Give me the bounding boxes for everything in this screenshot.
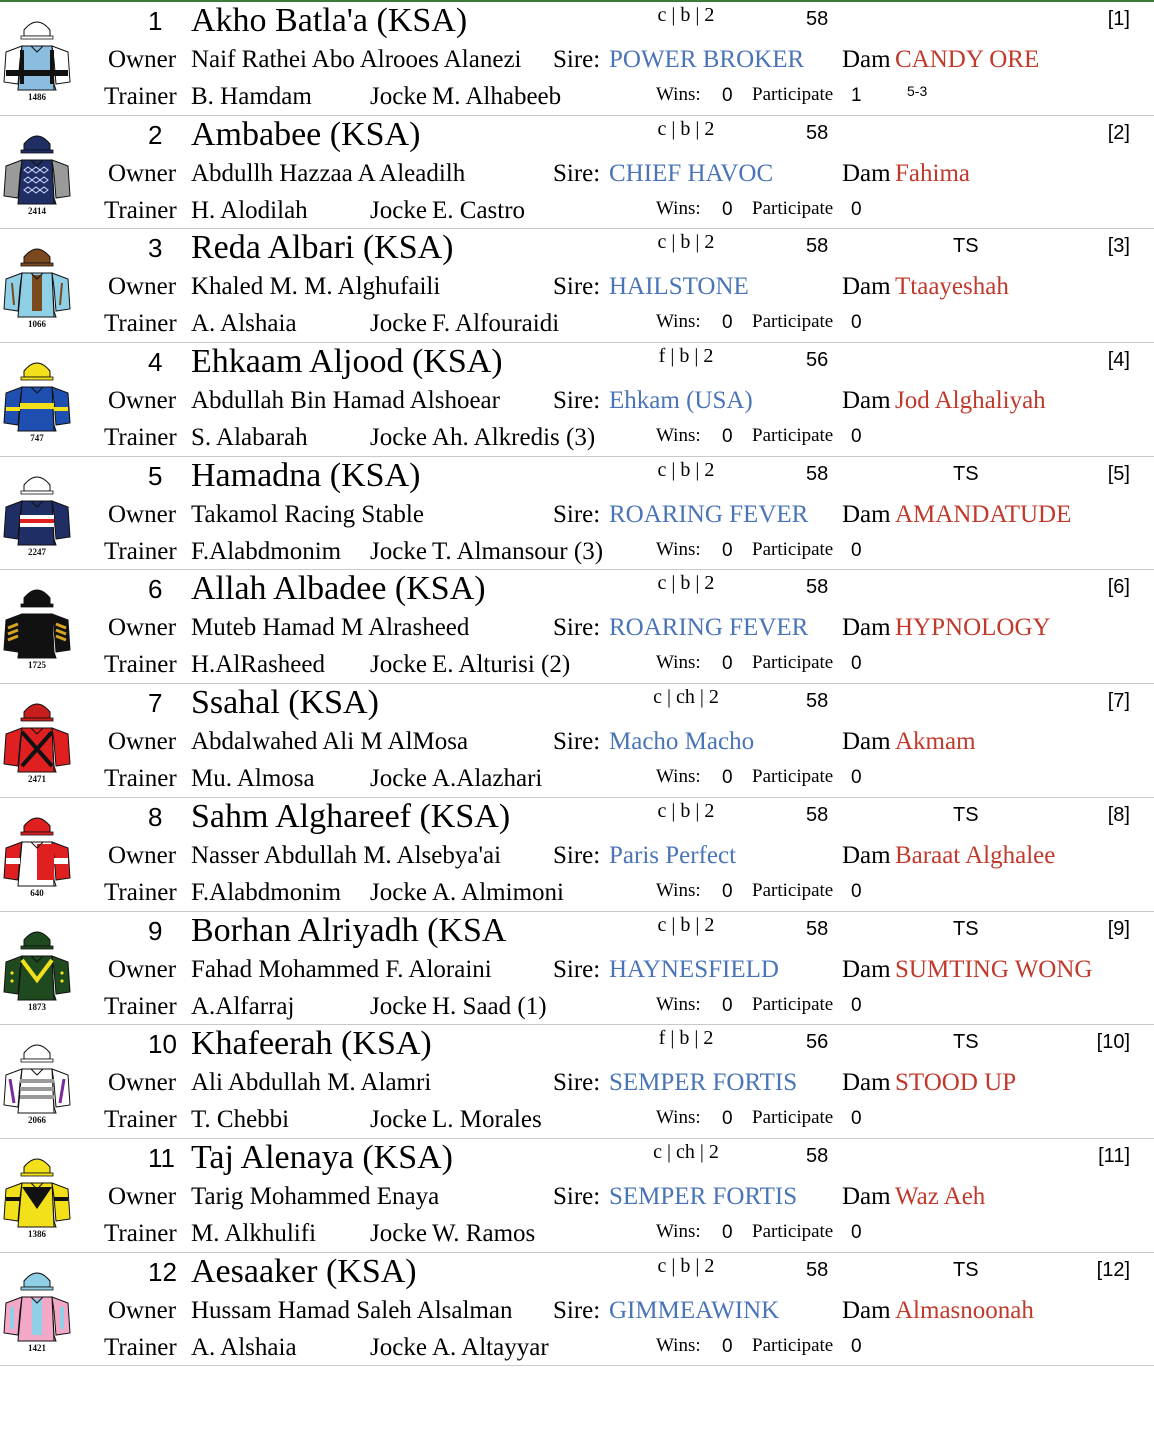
ts-marker: TS [953,462,979,485]
dam-label: Dam [842,1296,891,1324]
wins-label: Wins: [656,197,701,219]
trainer-label: Trainer [104,992,177,1020]
dam-name: SUMTING WONG [895,955,1093,983]
owner-name: Naif Rathei Abo Alrooes Alanezi [191,46,522,73]
runner-row [0,1025,1154,1139]
owner-name: Muteb Hamad M Alrasheed [191,614,470,642]
horse-name: Akho Batla'a (KSA) [191,2,468,39]
participate-count: 0 [851,1108,862,1130]
owner-name: Khaled M. M. Alghufaili [191,273,441,301]
draw-number: [6] [1107,576,1130,599]
jockey-silk-icon [2,922,72,1014]
owner-label: Owner [108,273,177,301]
participate-count: 1 [851,85,862,106]
draw-number: [8] [1107,803,1130,826]
ts-marker: TS [953,1258,979,1281]
horse-name: Taj Alenaya (KSA) [191,1138,453,1176]
jockey-label: Jocke [370,196,427,224]
wins-label: Wins: [656,538,701,560]
ts-marker: TS [953,1031,979,1054]
saddle-number: 10 [148,1029,177,1060]
jockey-label: Jocke [370,83,427,110]
jockey-silk-icon [2,808,72,900]
sire-label: Sire: [553,1182,601,1210]
saddle-number: 3 [148,233,163,264]
jockey-name: H. Saad (1) [432,992,547,1020]
owner-name: Nasser Abdullah M. Alsebya'ai [191,841,502,869]
sire-name: HAYNESFIELD [609,955,779,983]
sire-label: Sire: [553,728,601,756]
sex-color-age: c | b | 2 [657,1254,715,1277]
owner-name: Abdalwahed Ali M AlMosa [191,728,469,756]
svg-text:1421: 1421 [28,1342,46,1353]
runner-row [0,1139,1154,1253]
sire-name: CHIEF HAVOC [609,159,774,187]
participate-count: 0 [851,767,862,789]
runner-row [0,570,1154,684]
owner-label: Owner [108,728,177,756]
trainer-name: M. Alkhulifi [191,1219,317,1247]
trainer-label: Trainer [104,196,177,224]
participate-label: Participate [752,197,834,219]
horse-name: Aesaaker (KSA) [191,1252,417,1290]
participate-label: Participate [752,425,834,447]
sire-name: GIMMEAWINK [609,1296,780,1324]
svg-text:2414: 2414 [28,205,46,216]
wins-count: 0 [722,198,733,220]
sex-color-age: c | b | 2 [657,799,715,822]
trainer-name: F.Alabdmonim [191,537,342,565]
dam-label: Dam [842,159,891,187]
weight: 58 [806,121,829,144]
runner-row [0,229,1154,343]
participate-label: Participate [752,1334,834,1356]
weight: 56 [806,1031,829,1054]
sex-color-age: c | ch | 2 [653,1140,719,1163]
participate-label: Participate [752,311,834,333]
dam-name: Jod Alghaliyah [895,387,1046,415]
runner-row [0,2,1154,116]
jockey-name: A. Almimoni [432,878,564,906]
sire-name: ROARING FEVER [609,614,809,642]
trainer-label: Trainer [104,1106,177,1134]
jockey-name: F. Alfouraidi [432,310,560,338]
weight: 58 [806,235,829,258]
saddle-number: 1 [148,6,163,36]
jockey-label: Jocke [370,765,427,793]
sire-label: Sire: [553,841,601,869]
dam-label: Dam [842,614,891,642]
jockey-silk-icon [2,353,72,445]
jockey-name: Ah. Alkredis (3) [432,424,596,452]
svg-text:2247: 2247 [28,546,46,557]
saddle-number: 12 [148,1256,177,1287]
owner-label: Owner [108,1296,177,1324]
owner-name: Ali Abdullah M. Alamri [191,1069,432,1097]
runner-row [0,684,1154,798]
saddle-number: 8 [148,801,163,832]
wins-count: 0 [722,767,733,789]
sire-name: ROARING FEVER [609,500,809,528]
wins-label: Wins: [656,84,701,105]
wins-label: Wins: [656,1107,701,1129]
trainer-label: Trainer [104,1219,177,1247]
participate-count: 0 [851,1221,862,1243]
participate-label: Participate [752,84,834,105]
jockey-silk-icon [2,467,72,559]
weight: 58 [806,690,829,713]
owner-name: Takamol Racing Stable [191,500,424,528]
participate-count: 0 [851,198,862,220]
ts-marker: TS [953,235,979,258]
trainer-name: A.Alfarraj [191,992,295,1020]
jockey-label: Jocke [370,1333,427,1361]
participate-label: Participate [752,1220,834,1242]
svg-text:1486: 1486 [28,92,46,102]
draw-number: [12] [1096,1258,1130,1281]
participate-count: 0 [851,426,862,448]
dam-label: Dam [842,46,891,73]
wins-label: Wins: [656,879,701,901]
jockey-silk-icon [2,580,72,672]
owner-label: Owner [108,387,177,415]
participate-count: 0 [851,1335,862,1357]
owner-label: Owner [108,500,177,528]
jockey-silk-icon [2,239,72,331]
wins-count: 0 [722,653,733,675]
dam-name: Ttaayeshah [895,273,1009,301]
dam-name: HYPNOLOGY [895,614,1051,642]
owner-name: Abdullh Hazzaa A Aleadilh [191,159,466,187]
owner-name: Fahad Mohammed F. Aloraini [191,955,492,983]
owner-label: Owner [108,841,177,869]
draw-number: [4] [1107,349,1130,372]
trainer-label: Trainer [104,310,177,338]
wins-label: Wins: [656,766,701,788]
dam-label: Dam [842,273,891,301]
sire-label: Sire: [553,1296,601,1324]
participate-label: Participate [752,652,834,674]
trainer-name: A. Alshaia [191,310,297,338]
recent-form: 5-3 [907,83,928,99]
jockey-label: Jocke [370,992,427,1020]
wins-count: 0 [722,1335,733,1357]
participate-count: 0 [851,312,862,334]
saddle-number: 11 [148,1142,175,1173]
jockey-name: E. Castro [432,196,526,224]
jockey-label: Jocke [370,878,427,906]
dam-label: Dam [842,728,891,756]
trainer-name: H.AlRasheed [191,651,325,679]
dam-name: CANDY ORE [895,46,1040,73]
dam-name: Fahima [895,159,970,187]
trainer-name: A. Alshaia [191,1333,297,1361]
sex-color-age: c | b | 2 [657,458,715,481]
owner-label: Owner [108,955,177,983]
wins-count: 0 [722,312,733,334]
horse-name: Ssahal (KSA) [191,684,379,722]
trainer-label: Trainer [104,424,177,452]
participate-count: 0 [851,994,862,1016]
trainer-name: F.Alabdmonim [191,878,342,906]
owner-label: Owner [108,159,177,187]
wins-label: Wins: [656,652,701,674]
draw-number: [7] [1107,690,1130,713]
trainer-name: B. Hamdam [191,83,312,110]
participate-label: Participate [752,766,834,788]
sire-label: Sire: [553,500,601,528]
sire-label: Sire: [553,614,601,642]
jockey-silk-icon [2,1263,72,1355]
svg-text:1873: 1873 [28,1001,46,1012]
trainer-name: H. Alodilah [191,196,308,224]
sire-label: Sire: [553,955,601,983]
ts-marker: TS [953,917,979,940]
race-card [0,2,1154,1366]
horse-name: Reda Albari (KSA) [191,229,454,267]
dam-name: AMANDATUDE [895,500,1072,528]
dam-label: Dam [842,387,891,415]
participate-label: Participate [752,1107,834,1129]
saddle-number: 4 [148,347,163,378]
sire-name: Macho Macho [609,728,755,756]
dam-name: Baraat Alghalee [895,841,1056,869]
dam-label: Dam [842,955,891,983]
jockey-silk-icon [2,126,72,218]
weight: 56 [806,349,829,372]
saddle-number: 5 [148,460,163,491]
jockey-name: A.Alazhari [432,765,543,793]
draw-number: [11] [1098,1144,1130,1167]
weight: 58 [806,8,829,30]
sire-label: Sire: [553,1069,601,1097]
trainer-label: Trainer [104,537,177,565]
jockey-silk-icon [2,1149,72,1241]
trainer-name: S. Alabarah [191,424,308,452]
sex-color-age: f | b | 2 [658,1027,714,1050]
draw-number: [3] [1107,235,1130,258]
svg-text:1386: 1386 [28,1228,46,1239]
draw-number: [2] [1107,121,1130,144]
jockey-silk-icon [2,1035,72,1127]
horse-name: Borhan Alriyadh (KSA [191,911,507,949]
owner-label: Owner [108,1182,177,1210]
trainer-label: Trainer [104,1333,177,1361]
sire-name: SEMPER FORTIS [609,1182,798,1210]
svg-text:1066: 1066 [28,319,46,330]
dam-label: Dam [842,1069,891,1097]
svg-text:1725: 1725 [28,660,46,671]
participate-label: Participate [752,879,834,901]
participate-label: Participate [752,538,834,560]
sire-label: Sire: [553,387,601,415]
jockey-label: Jocke [370,424,427,452]
sire-name: HAILSTONE [609,273,749,301]
sex-color-age: c | b | 2 [657,117,715,140]
jockey-name: A. Altayyar [432,1333,549,1361]
jockey-label: Jocke [370,1219,427,1247]
horse-name: Hamadna (KSA) [191,456,421,494]
horse-name: Allah Albadee (KSA) [191,570,486,608]
wins-label: Wins: [656,1220,701,1242]
draw-number: [10] [1096,1031,1130,1054]
weight: 58 [806,462,829,485]
owner-label: Owner [108,614,177,642]
draw-number: [5] [1107,462,1130,485]
weight: 58 [806,803,829,826]
runner-row [0,116,1154,230]
wins-count: 0 [722,880,733,902]
jockey-silk-icon [2,694,72,786]
wins-label: Wins: [656,993,701,1015]
dam-label: Dam [842,1182,891,1210]
ts-marker: TS [953,803,979,826]
sex-color-age: c | b | 2 [657,572,715,595]
jockey-name: T. Almansour (3) [432,537,604,565]
weight: 58 [806,1144,829,1167]
weight: 58 [806,1258,829,1281]
owner-name: Abdullah Bin Hamad Alshoear [191,387,500,415]
runner-row [0,1253,1154,1367]
dam-label: Dam [842,500,891,528]
dam-name: Almasnoonah [895,1296,1034,1324]
jockey-name: L. Morales [432,1106,542,1134]
svg-text:2066: 2066 [28,1115,46,1126]
runner-row [0,798,1154,912]
sire-label: Sire: [553,273,601,301]
sire-name: Paris Perfect [609,841,737,869]
participate-count: 0 [851,653,862,675]
sex-color-age: c | b | 2 [657,231,715,254]
sire-name: POWER BROKER [609,46,805,73]
svg-text:747: 747 [30,433,44,444]
jockey-label: Jocke [370,310,427,338]
trainer-label: Trainer [104,765,177,793]
draw-number: [1] [1107,8,1130,30]
horse-name: Ambabee (KSA) [191,115,421,153]
weight: 58 [806,576,829,599]
participate-label: Participate [752,993,834,1015]
owner-label: Owner [108,1069,177,1097]
trainer-label: Trainer [104,651,177,679]
wins-count: 0 [722,85,733,106]
draw-number: [9] [1107,917,1130,940]
owner-label: Owner [108,46,177,73]
jockey-name: M. Alhabeeb [432,83,562,110]
saddle-number: 9 [148,915,163,946]
sire-label: Sire: [553,46,601,73]
trainer-name: Mu. Almosa [191,765,315,793]
participate-count: 0 [851,539,862,561]
wins-label: Wins: [656,311,701,333]
jockey-silk-icon [2,12,72,104]
jockey-label: Jocke [370,651,427,679]
saddle-number: 2 [148,119,163,150]
wins-count: 0 [722,426,733,448]
runner-row [0,912,1154,1026]
trainer-label: Trainer [104,83,177,110]
wins-count: 0 [722,994,733,1016]
jockey-label: Jocke [370,1106,427,1134]
sire-name: SEMPER FORTIS [609,1069,798,1097]
jockey-name: W. Ramos [432,1219,536,1247]
trainer-label: Trainer [104,878,177,906]
dam-name: Akmam [895,728,976,756]
horse-name: Ehkaam Aljood (KSA) [191,343,503,381]
wins-count: 0 [722,1221,733,1243]
trainer-name: T. Chebbi [191,1106,290,1134]
owner-name: Tarig Mohammed Enaya [191,1182,440,1210]
runner-row [0,343,1154,457]
svg-text:2471: 2471 [28,774,46,785]
dam-name: STOOD UP [895,1069,1017,1097]
sex-color-age: c | b | 2 [657,4,715,26]
sire-label: Sire: [553,159,601,187]
horse-name: Sahm Alghareef (KSA) [191,797,511,835]
jockey-name: E. Alturisi (2) [432,651,571,679]
dam-name: Waz Aeh [895,1182,986,1210]
horse-name: Khafeerah (KSA) [191,1025,432,1063]
svg-text:640: 640 [30,887,44,898]
weight: 58 [806,917,829,940]
saddle-number: 7 [148,688,163,719]
sex-color-age: f | b | 2 [658,345,714,368]
sex-color-age: c | ch | 2 [653,686,719,709]
runner-row [0,457,1154,571]
sex-color-age: c | b | 2 [657,913,715,936]
participate-count: 0 [851,880,862,902]
owner-name: Hussam Hamad Saleh Alsalman [191,1296,513,1324]
wins-count: 0 [722,539,733,561]
wins-count: 0 [722,1108,733,1130]
wins-label: Wins: [656,425,701,447]
wins-label: Wins: [656,1334,701,1356]
jockey-label: Jocke [370,537,427,565]
saddle-number: 6 [148,574,163,605]
sire-name: Ehkam (USA) [609,387,753,415]
dam-label: Dam [842,841,891,869]
